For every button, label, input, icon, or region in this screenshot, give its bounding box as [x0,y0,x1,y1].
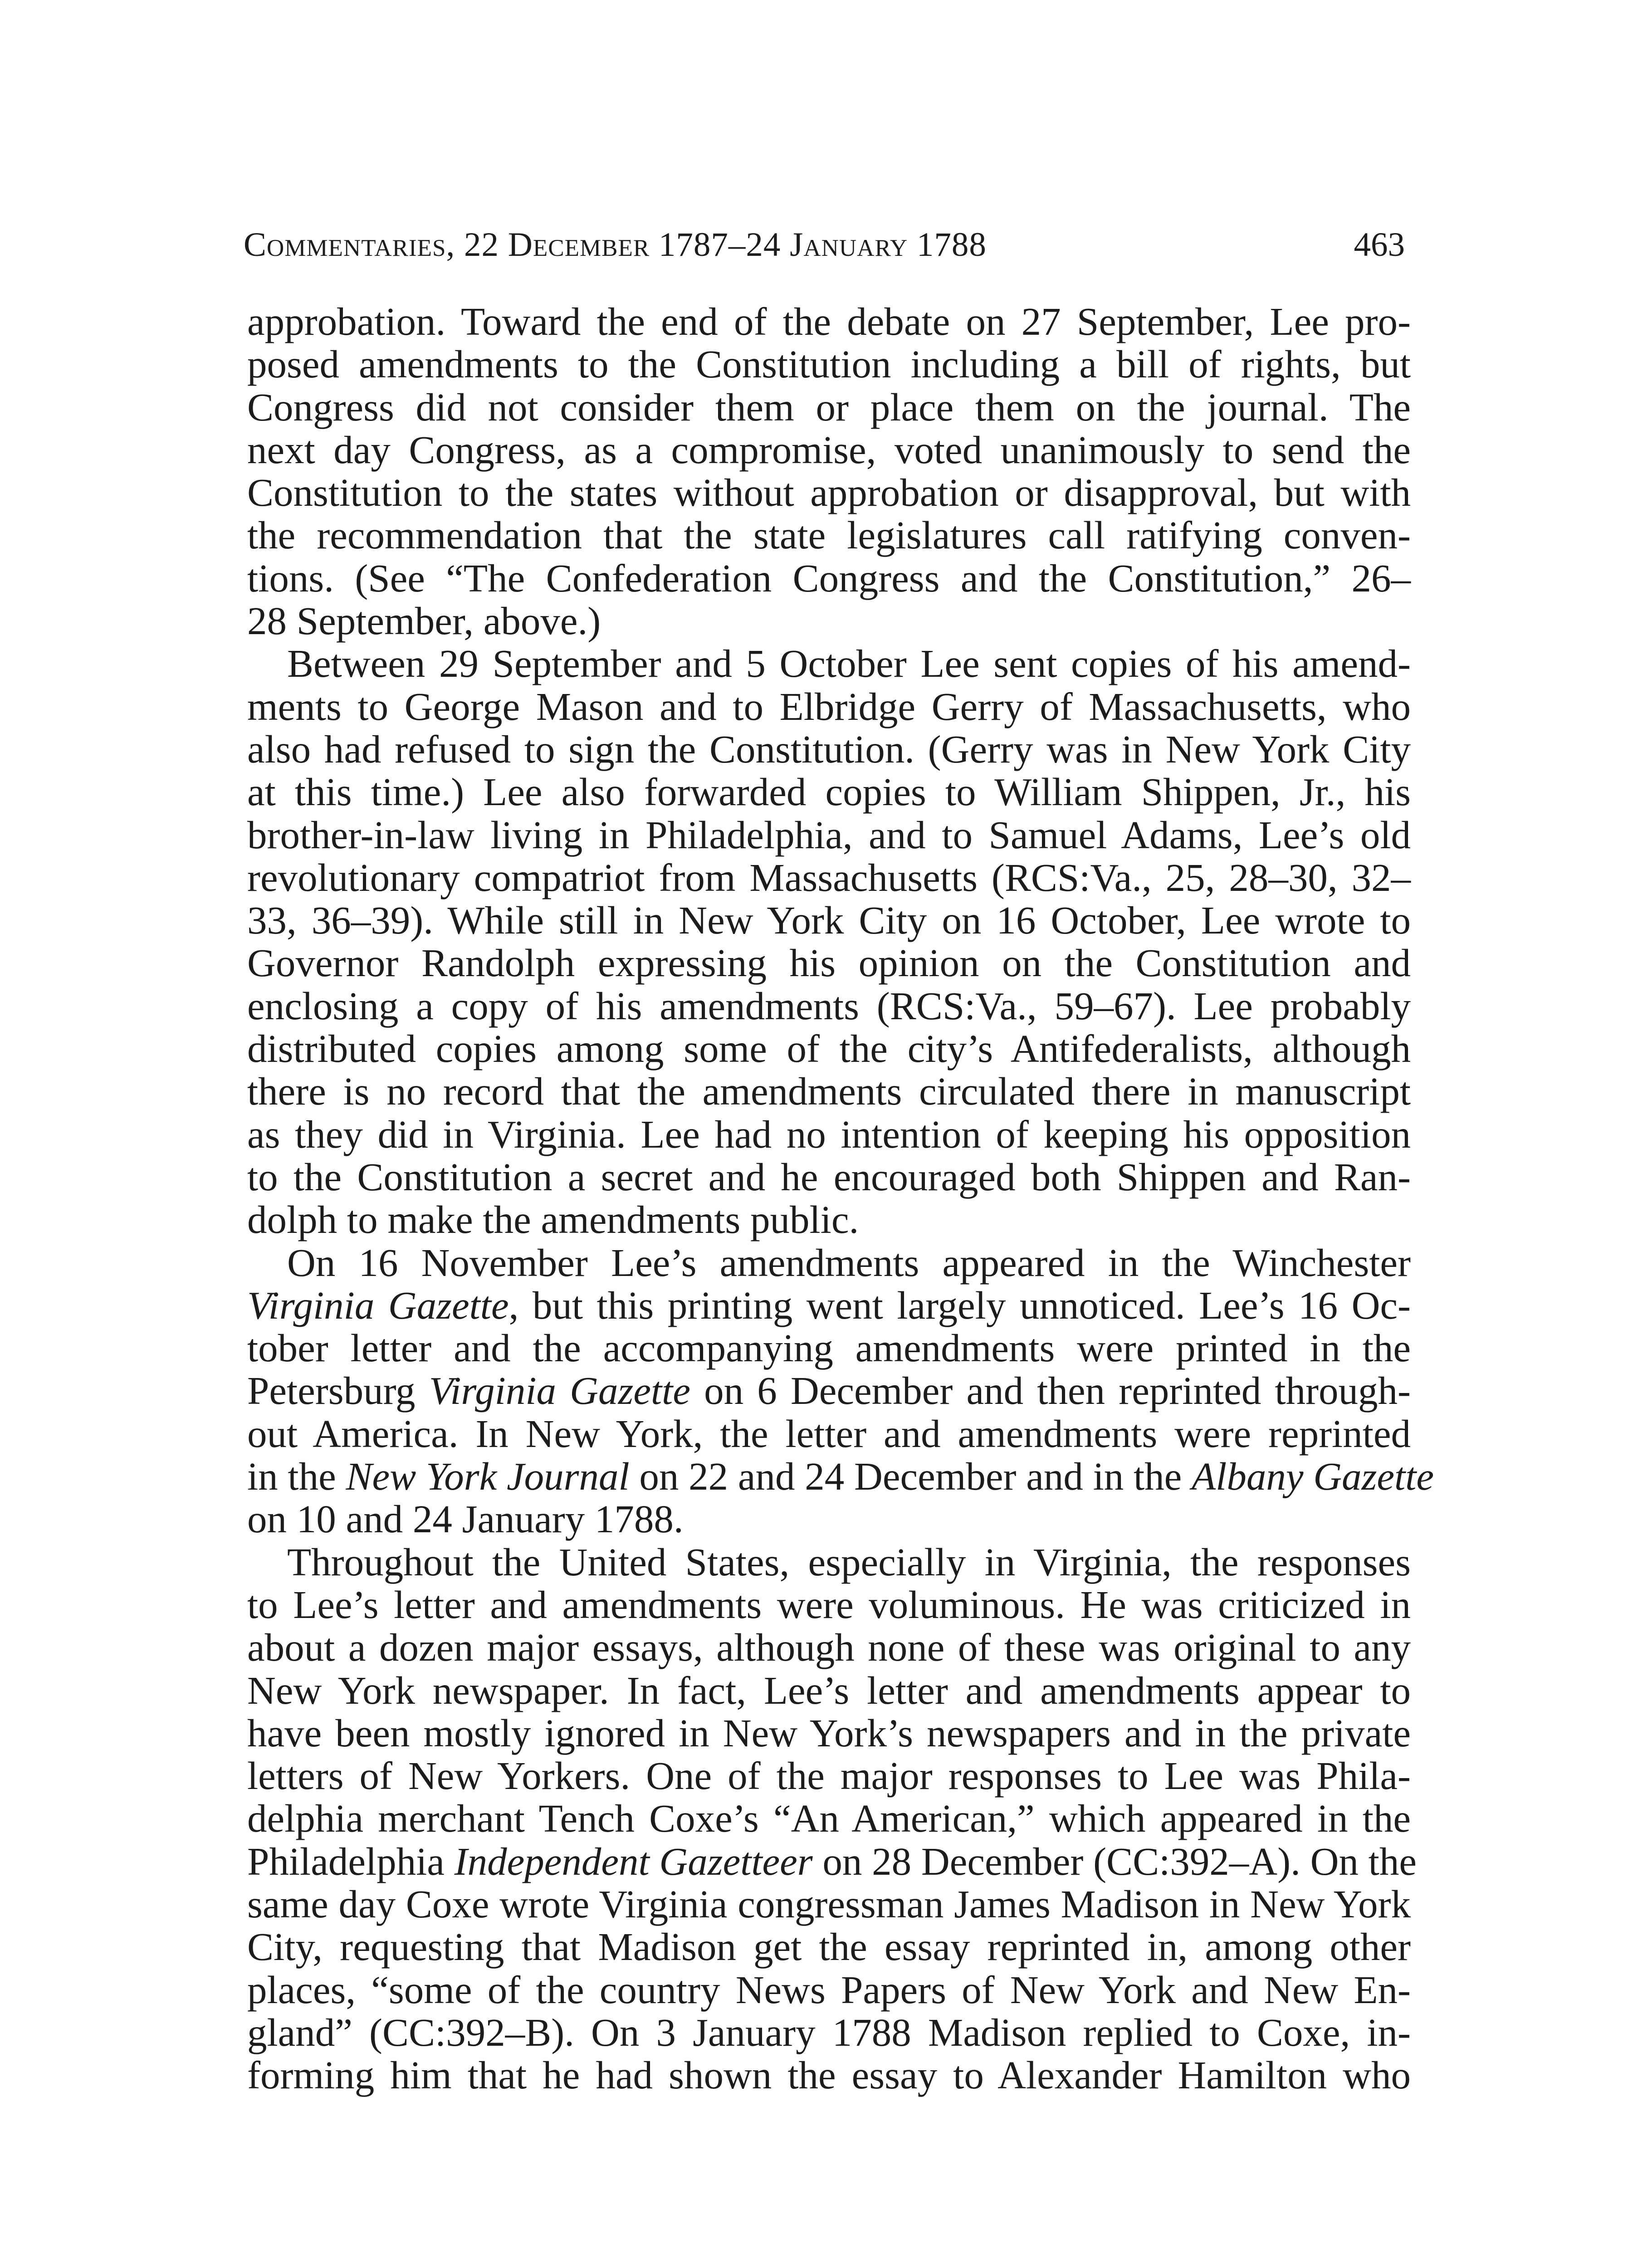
text-line: gland” (CC:392–B). On 3 January 1788 Madison replied to Coxe, in- [247,2010,1411,2054]
text-line: enclosing a copy of his amendments (RCS:Va., 59–67). Lee probably [247,983,1411,1028]
text-line: to the Constitution a secret and he encouraged both Shippen and Ran- [247,1154,1411,1199]
text-line: next day Congress, as a compromise, voted unanimously to send the [247,427,1411,472]
text-line: Virginia Gazette, but this printing went largely unnoticed. Lee’s 16 Oc- [247,1283,1411,1327]
text-line: On 16 November Lee’s amendments appeared in the Winchester [287,1240,1411,1285]
text-line: posed amendments to the Constitution including a bill of rights, but [247,342,1411,386]
paragraph [247,1240,1434,1541]
text-line: Throughout the United States, especially in Virginia, the responses [287,1540,1411,1584]
paragraph [247,300,1411,642]
publication-title: Independent Gazetteer [454,1839,813,1883]
text-line: out America. In New York, the letter and amendments were reprinted [247,1411,1411,1456]
publication-title: Virginia Gazette [429,1369,690,1413]
text-line: Constitution to the states without approbation or disapproval, but with [247,470,1411,515]
text-line: tions. (See “The Confederation Congress and the Constitution,” 26– [247,556,1411,600]
text-line: Petersburg Virginia Gazette on 6 December and then reprinted through- [247,1369,1411,1413]
text-line: on 10 and 24 January 1788. [247,1497,684,1541]
text-line: letters of New Yorkers. One of the major responses to Lee was Phila- [247,1754,1411,1798]
text-line: tober letter and the accompanying amendments were printed in the [247,1326,1411,1370]
text-line: about a dozen major essays, although none of these was original to any [247,1625,1411,1670]
body-text [247,299,1434,2097]
publication-title: Virginia Gazette [247,1283,509,1327]
text-line: there is no record that the amendments circulated there in manuscript [247,1069,1411,1114]
text-line: ments to George Mason and to Elbridge Gerry of Massachusetts, who [247,684,1411,728]
text-line: in the New York Journal on 22 and 24 December and in the Albany Gazette [247,1454,1434,1499]
text-line: City, requesting that Madison get the essay reprinted in, among other [247,1925,1411,1969]
text-line: forming him that he had shown the essay to Alexander Hamilton who [247,2053,1411,2097]
text-line: to Lee’s letter and amendments were voluminous. He was criticized in [247,1582,1411,1627]
text-line: 28 September, above.) [247,599,601,643]
publication-title: New York Journal [346,1454,630,1499]
text-line: approbation. Toward the end of the debate on 27 September, Lee pro- [247,299,1411,343]
text-line: New York newspaper. In fact, Lee’s letter and amendments appear to [247,1668,1411,1712]
text-line: dolph to make the amendments public. [247,1198,859,1242]
text-line: the recommendation that the state legislatures call ratifying conven- [247,513,1411,557]
paragraph [247,1540,1417,2097]
text-line: as they did in Virginia. Lee had no intention of keeping his opposition [247,1112,1411,1156]
publication-title: Albany Gazette [1192,1454,1434,1499]
text-line: brother-in-law living in Philadelphia, and to Samuel Adams, Lee’s old [247,812,1411,857]
text-line: Governor Randolph expressing his opinion on the Constitution and [247,941,1411,985]
text-line: at this time.) Lee also forwarded copies to William Shippen, Jr., his [247,770,1411,814]
text-line: Between 29 September and 5 October Lee sent copies of his amend- [287,641,1411,686]
paragraph [247,642,1411,1241]
running-head: Commentaries, 22 December 1787–24 January 1788 [244,226,987,264]
text-line: have been mostly ignored in New York’s newspapers and in the private [247,1711,1411,1755]
text-line: distributed copies among some of the city’s Antifederalists, although [247,1026,1411,1071]
text-line: Congress did not consider them or place them on the journal. The [247,385,1411,429]
text-line: places, “some of the country News Papers of New York and New En- [247,1967,1411,2012]
text-line: also had refused to sign the Constitution. (Gerry was in New York City [247,727,1411,771]
text-line: Philadelphia Independent Gazetteer on 28 December (CC:392–A). On the [247,1839,1417,1883]
page-header [244,222,1405,272]
text-line: revolutionary compatriot from Massachusetts (RCS:Va., 25, 28–30, 32– [247,855,1411,899]
text-line: delphia merchant Tench Coxe’s “An American,” which appeared in the [247,1796,1411,1841]
text-line: same day Coxe wrote Virginia congressman James Madison in New York [247,1882,1411,1926]
page-number: 463 [1354,226,1405,264]
text-line: 33, 36–39). While still in New York City on 16 October, Lee wrote to [247,898,1411,943]
